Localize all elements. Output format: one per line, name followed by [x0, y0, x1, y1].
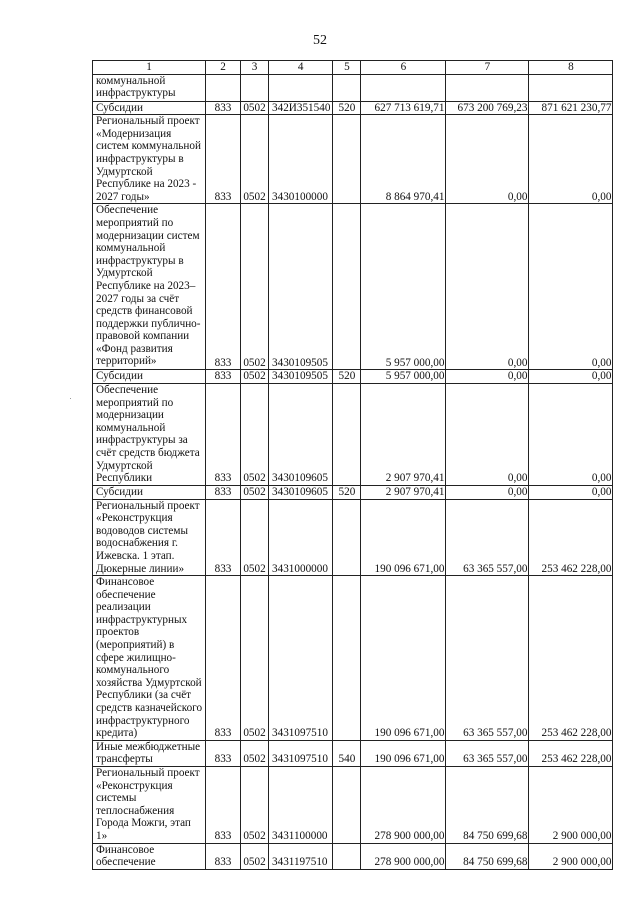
row-name: Финансовое обеспечение	[93, 843, 206, 869]
page-number: 52	[313, 33, 327, 48]
row-ministry-code: 833	[206, 101, 241, 115]
row-expense-type	[333, 499, 361, 576]
row-amount-col6: 190 096 671,00	[361, 576, 446, 741]
row-expense-type	[333, 767, 361, 844]
row-amount-col8: 2 900 000,00	[529, 767, 613, 844]
row-section-code: 0502	[241, 115, 269, 204]
row-amount-col6: 8 864 970,41	[361, 115, 446, 204]
row-target-article: 3431100000	[269, 767, 333, 844]
row-amount-col6: 5 957 000,00	[361, 204, 446, 370]
row-amount-col8	[529, 74, 613, 101]
row-section-code: 0502	[241, 767, 269, 844]
row-amount-col7: 0,00	[446, 370, 529, 384]
row-amount-col7: 63 365 557,00	[446, 740, 529, 766]
row-name: Обеспечение мероприятий по модернизации коммунальной инфраструктуры за счёт средств бюджета Удмуртской Республики	[93, 383, 206, 485]
row-ministry-code: 833	[206, 485, 241, 499]
header-col-6: 6	[361, 61, 446, 75]
row-expense-type: 520	[333, 101, 361, 115]
row-target-article: 3430109505	[269, 204, 333, 370]
row-name: Региональный проект «Реконструкция системы теплоснабжения Города Можги, этап 1»	[93, 767, 206, 844]
row-ministry-code: 833	[206, 767, 241, 844]
row-ministry-code: 833	[206, 115, 241, 204]
row-target-article: 3431097510	[269, 576, 333, 741]
table-header-row	[93, 61, 613, 75]
table-row	[93, 370, 613, 384]
row-expense-type: 520	[333, 485, 361, 499]
table-row	[93, 499, 613, 576]
row-section-code: 0502	[241, 204, 269, 370]
row-section-code: 0502	[241, 499, 269, 576]
row-expense-type	[333, 204, 361, 370]
row-expense-type: 520	[333, 370, 361, 384]
header-col-5: 5	[333, 61, 361, 75]
row-amount-col6: 5 957 000,00	[361, 370, 446, 384]
row-name: Субсидии	[93, 370, 206, 384]
row-amount-col8: 0,00	[529, 115, 613, 204]
row-target-article: 3430109605	[269, 383, 333, 485]
header-col-3: 3	[241, 61, 269, 75]
row-ministry-code: 833	[206, 370, 241, 384]
row-name: Региональный проект «Модернизация систем коммунальной инфраструктуры в Удмуртской Республике на 2023 - 2027 годы»	[93, 115, 206, 204]
row-amount-col8: 253 462 228,00	[529, 740, 613, 766]
row-ministry-code	[206, 74, 241, 101]
row-section-code: 0502	[241, 383, 269, 485]
table-row	[93, 485, 613, 499]
row-target-article: 3431000000	[269, 499, 333, 576]
row-ministry-code: 833	[206, 576, 241, 741]
row-name: Финансовое обеспечение реализации инфраструктурных проектов (мероприятий) в сфере жилищно-коммунального хозяйства Удмуртской Республики (за счёт средств казначейского инфраструктурного кредита)	[93, 576, 206, 741]
row-amount-col6: 278 900 000,00	[361, 767, 446, 844]
row-ministry-code: 833	[206, 204, 241, 370]
row-amount-col8: 0,00	[529, 204, 613, 370]
row-amount-col7: 0,00	[446, 485, 529, 499]
row-amount-col7: 63 365 557,00	[446, 576, 529, 741]
row-amount-col6: 278 900 000,00	[361, 843, 446, 869]
row-target-article: 3431197510	[269, 843, 333, 869]
row-amount-col6: 190 096 671,00	[361, 499, 446, 576]
header-col-7: 7	[446, 61, 529, 75]
row-amount-col8: 0,00	[529, 383, 613, 485]
row-amount-col8: 2 900 000,00	[529, 843, 613, 869]
row-section-code: 0502	[241, 370, 269, 384]
scan-artifact	[70, 398, 71, 399]
row-target-article	[269, 74, 333, 101]
row-section-code: 0502	[241, 843, 269, 869]
row-target-article: 3430109605	[269, 485, 333, 499]
row-amount-col6	[361, 74, 446, 101]
row-ministry-code: 833	[206, 843, 241, 869]
row-section-code: 0502	[241, 740, 269, 766]
row-expense-type	[333, 383, 361, 485]
header-col-2: 2	[206, 61, 241, 75]
row-expense-type	[333, 74, 361, 101]
row-amount-col8: 0,00	[529, 370, 613, 384]
row-section-code: 0502	[241, 101, 269, 115]
row-target-article: 342И351540	[269, 101, 333, 115]
row-expense-type	[333, 843, 361, 869]
row-name: Региональный проект «Реконструкция водоводов системы водоснабжения г. Ижевска. 1 этап. Дюкерные линии»	[93, 499, 206, 576]
row-target-article: 3431097510	[269, 740, 333, 766]
row-ministry-code: 833	[206, 740, 241, 766]
table-row	[93, 101, 613, 115]
row-name: Обеспечение мероприятий по модернизации систем коммунальной инфраструктуры в Удмуртской Республике на 2023–2027 годы за счёт средств финансовой поддержки публично-правовой компании «Фонд развития территорий»	[93, 204, 206, 370]
row-amount-col7: 673 200 769,23	[446, 101, 529, 115]
row-amount-col8: 871 621 230,77	[529, 101, 613, 115]
row-amount-col8: 0,00	[529, 485, 613, 499]
row-ministry-code: 833	[206, 499, 241, 576]
header-col-1: 1	[93, 61, 206, 75]
row-name: Субсидии	[93, 485, 206, 499]
row-section-code	[241, 74, 269, 101]
table-row	[93, 74, 613, 101]
row-expense-type	[333, 576, 361, 741]
row-amount-col8: 253 462 228,00	[529, 576, 613, 741]
row-amount-col7: 84 750 699,68	[446, 767, 529, 844]
row-section-code: 0502	[241, 576, 269, 741]
table-row	[93, 383, 613, 485]
row-target-article: 3430109505	[269, 370, 333, 384]
row-amount-col6: 2 907 970,41	[361, 485, 446, 499]
header-col-4: 4	[269, 61, 333, 75]
table-row	[93, 576, 613, 741]
row-ministry-code: 833	[206, 383, 241, 485]
row-section-code: 0502	[241, 485, 269, 499]
row-amount-col6: 190 096 671,00	[361, 740, 446, 766]
row-name: Иные межбюджетные трансферты	[93, 740, 206, 766]
row-expense-type	[333, 115, 361, 204]
row-name: Субсидии	[93, 101, 206, 115]
table-row	[93, 843, 613, 869]
row-amount-col7	[446, 74, 529, 101]
budget-table	[92, 60, 613, 870]
row-amount-col7: 84 750 699,68	[446, 843, 529, 869]
row-name: коммунальной инфраструктуры	[93, 74, 206, 101]
table-row	[93, 115, 613, 204]
row-amount-col7: 0,00	[446, 383, 529, 485]
row-amount-col6: 627 713 619,71	[361, 101, 446, 115]
row-target-article: 3430100000	[269, 115, 333, 204]
table-row	[93, 204, 613, 370]
row-amount-col7: 63 365 557,00	[446, 499, 529, 576]
row-amount-col7: 0,00	[446, 204, 529, 370]
row-amount-col8: 253 462 228,00	[529, 499, 613, 576]
row-amount-col7: 0,00	[446, 115, 529, 204]
table-row	[93, 767, 613, 844]
table-row	[93, 740, 613, 766]
row-amount-col6: 2 907 970,41	[361, 383, 446, 485]
row-expense-type: 540	[333, 740, 361, 766]
header-col-8: 8	[529, 61, 613, 75]
